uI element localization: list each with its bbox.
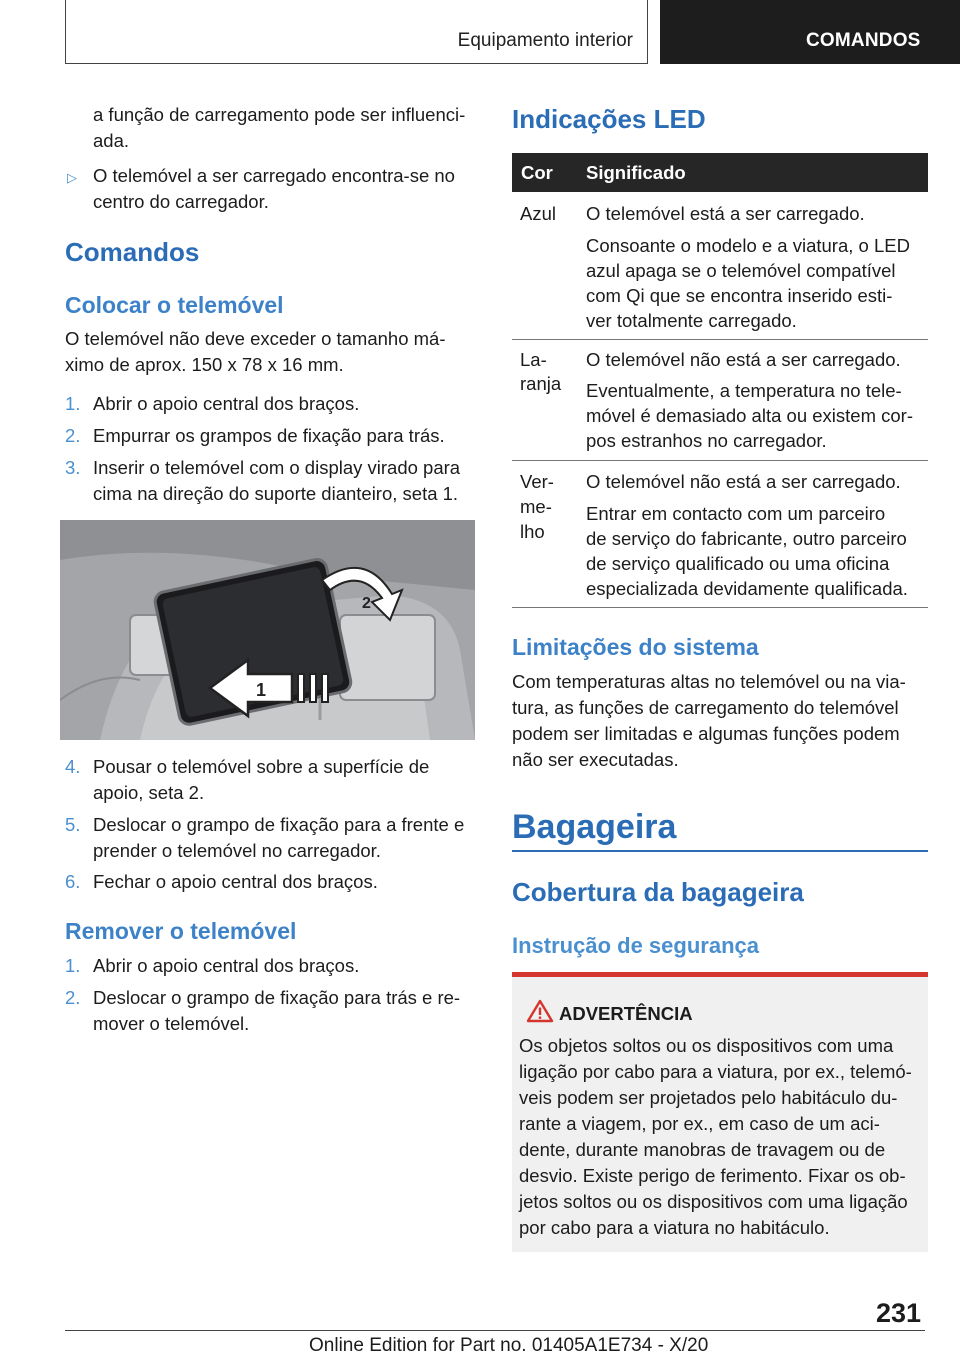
step-text: Pousar o telemóvel sobre a superfície de [93, 756, 430, 777]
heading-bagageira: Bagageira [512, 808, 677, 846]
step-text-cont: cima na direção do suporte dianteiro, seta 1. [93, 483, 459, 504]
step-number: 2. [65, 987, 81, 1008]
cell-cor: Ver- [520, 471, 554, 492]
heading-instrucao: Instrução de segurança [512, 933, 759, 958]
cell-line: especializada devidamente qualificada. [586, 578, 908, 599]
footer-edition: Online Edition for Part no. 01405A1E734 - X/20 [309, 1335, 709, 1356]
step-text-cont: apoio, seta 2. [93, 782, 205, 803]
heading-cobertura: Cobertura da bagageira [512, 877, 804, 907]
cell-cor: Azul [520, 203, 556, 224]
step-number: 3. [65, 457, 81, 478]
cell-line: com Qi que se encontra inserido esti- [586, 285, 893, 306]
header-chapter-label: COMANDOS [806, 30, 921, 51]
warning-line: ligação por cabo para a viatura, por ex., telemó- [519, 1061, 912, 1082]
step-text: Abrir o apoio central dos braços. [93, 955, 360, 976]
heading-comandos: Comandos [65, 237, 200, 267]
warning-line: veis podem ser projetados pelo habitáculo du- [519, 1087, 898, 1108]
limit-line: tura, as funções de carregamento do telemóvel [512, 697, 899, 718]
cell-line: pos estranhos no carregador. [586, 430, 827, 451]
step-text-cont: mover o telemóvel. [93, 1013, 250, 1034]
colocar-line-1: O telemóvel não deve exceder o tamanho má- [65, 328, 446, 349]
step-number: 4. [65, 756, 81, 777]
cell-line: de serviço do fabricante, outro parceiro [586, 528, 907, 549]
table-row-divider [512, 460, 928, 461]
bullet-line-2: centro do carregador. [93, 191, 269, 212]
bullet-line-1: O telemóvel a ser carregado encontra-se no [93, 165, 455, 186]
step-text: Deslocar o grampo de fixação para a frente e [93, 814, 465, 835]
step-number: 6. [65, 871, 81, 892]
console-drawing [60, 520, 475, 740]
page-number: 231 [876, 1298, 922, 1328]
cell-line: móvel é demasiado alta ou existem cor- [586, 405, 913, 426]
arrow-1-label: 1 [256, 680, 267, 700]
cell-line: O telemóvel não está a ser carregado. [586, 471, 901, 492]
cell-line: de serviço qualificado ou uma oficina [586, 553, 890, 574]
step-number: 2. [65, 425, 81, 446]
limit-line: Com temperaturas altas no telemóvel ou na via- [512, 671, 906, 692]
phone-charger-illustration [60, 520, 475, 740]
arrow-2-label: 2 [362, 595, 371, 612]
heading-remover: Remover o telemóvel [65, 918, 297, 944]
warning-text [519, 1033, 924, 1241]
cell-cor: ranja [520, 373, 562, 394]
table-header-significado: Significado [586, 162, 686, 183]
led-table-header [512, 153, 928, 192]
intro-line-2: ada. [93, 130, 130, 151]
limit-line: não ser executadas. [512, 749, 679, 770]
warning-triangle-icon [526, 999, 554, 1023]
step-text: Inserir o telemóvel com o display virado para [93, 457, 461, 478]
warning-line: desvio. Existe perigo de ferimento. Fixar os ob- [519, 1165, 906, 1186]
cell-line: azul apaga se o telemóvel compatível [586, 260, 896, 281]
warning-title: ADVERTÊNCIA [559, 1003, 693, 1024]
cell-line: ver totalmente carregado. [586, 310, 797, 331]
table-bottom-rule [512, 607, 928, 608]
step-text-cont: prender o telemóvel no carregador. [93, 840, 381, 861]
header-section-tab [65, 0, 648, 64]
warning-line: rante a viagem, por ex., em caso de um aci- [519, 1113, 880, 1134]
warning-line: Os objetos soltos ou os dispositivos com uma [519, 1035, 894, 1056]
cell-cor: lho [520, 521, 545, 542]
cell-line: Eventualmente, a temperatura no tele- [586, 380, 902, 401]
warning-line: dente, durante manobras de travagem ou de [519, 1139, 886, 1160]
cell-line: Consoante o modelo e a viatura, o LED [586, 235, 910, 256]
header-chapter-tab [660, 0, 960, 64]
table-header-cor: Cor [521, 162, 553, 183]
bullet-triangle-icon: ▷ [67, 170, 77, 185]
heading-colocar: Colocar o telemóvel [65, 292, 284, 318]
bagageira-rule [512, 850, 928, 852]
step-number: 1. [65, 955, 81, 976]
colocar-line-2: ximo de aprox. 150 x 78 x 16 mm. [65, 354, 344, 375]
footer-rule [65, 1330, 925, 1331]
step-number: 1. [65, 393, 81, 414]
cell-line: O telemóvel está a ser carregado. [586, 203, 865, 224]
warning-line: por cabo para a viatura no habitáculo. [519, 1217, 830, 1238]
cell-line: O telemóvel não está a ser carregado. [586, 349, 901, 370]
intro-line-1: a função de carregamento pode ser influenci- [93, 104, 466, 125]
cell-cor: La- [520, 349, 547, 370]
warning-box [512, 972, 928, 1252]
step-text: Abrir o apoio central dos braços. [93, 393, 360, 414]
cell-line: Entrar em contacto com um parceiro [586, 503, 886, 524]
cell-cor: me- [520, 496, 552, 517]
heading-limitacoes: Limitações do sistema [512, 634, 759, 660]
step-text: Fechar o apoio central dos braços. [93, 871, 378, 892]
warning-line: jetos soltos ou os dispositivos com uma ligação [519, 1191, 908, 1212]
limit-line: podem ser limitadas e algumas funções podem [512, 723, 900, 744]
step-text: Empurrar os grampos de fixação para trás. [93, 425, 445, 446]
step-text: Deslocar o grampo de fixação para trás e re- [93, 987, 461, 1008]
table-row-divider [512, 339, 928, 340]
step-number: 5. [65, 814, 81, 835]
header-section-label: Equipamento interior [457, 30, 633, 51]
heading-led: Indicações LED [512, 104, 706, 134]
